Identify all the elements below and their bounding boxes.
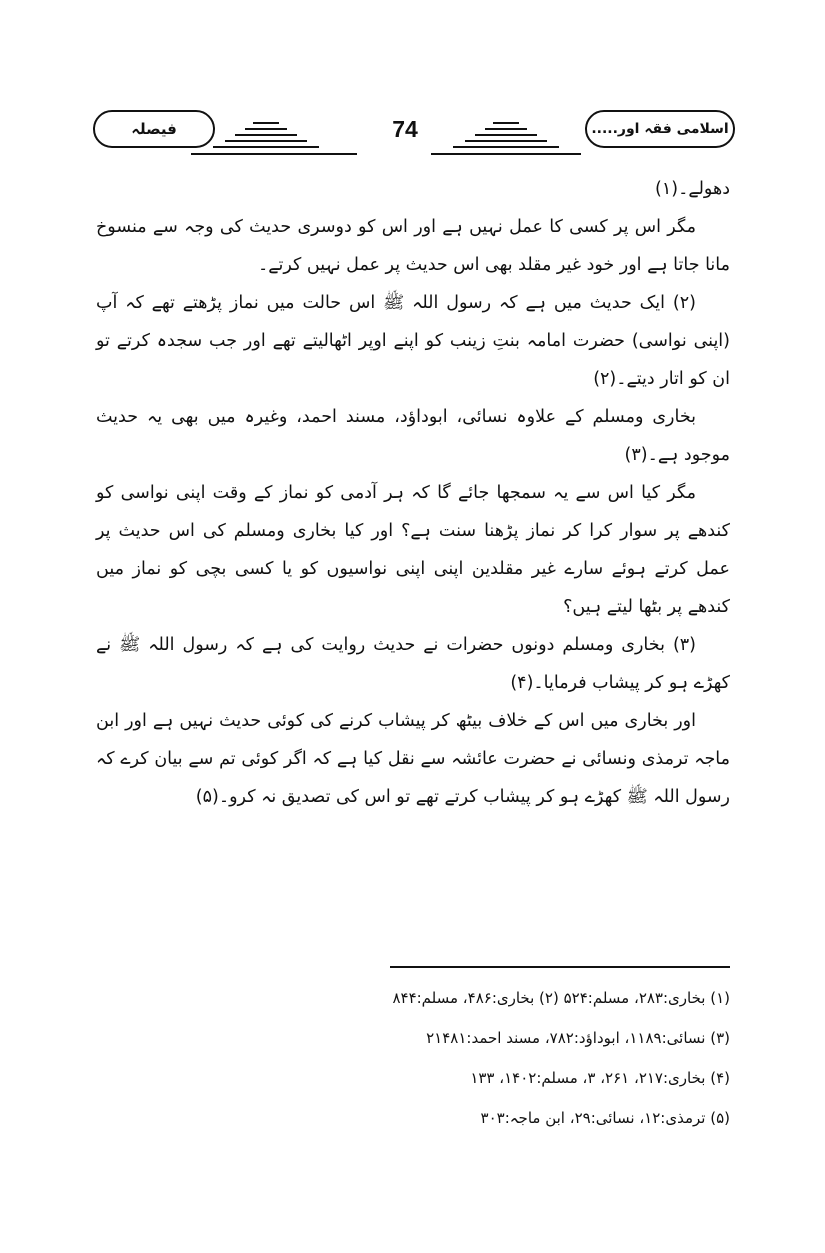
page-header: [85, 110, 735, 160]
footnote-line: (۵) ترمذی:۱۲، نسائی:۲۹، ابن ماجہ:۳۰۳: [480, 1109, 730, 1127]
paragraph-6: (۳) بخاری ومسلم دونوں حضرات نے حدیث روایت کی ہے کہ رسول اللہ ﷺ نے کھڑے ہو کر پیشاب فرمایا۔(۴): [96, 635, 730, 693]
paragraph-4: بخاری ومسلم کے علاوہ نسائی، ابوداؤد، مسند احمد، وغیرہ میں بھی یہ حدیث موجود ہے۔(۳): [96, 407, 730, 465]
paragraph-2: مگر اس پر کسی کا عمل نہیں ہے اور اس کو دوسری حدیث کی وجہ سے منسوخ مانا جاتا ہے اور خود غیر مقلد بھی اس حدیث پر عمل نہیں کرتے۔: [96, 217, 730, 275]
footnote-divider: [390, 966, 730, 968]
footnote-line: (۴) بخاری:۲۱۷، ۲۶۱، ۳، مسلم:۱۴۰۲، ۱۳۳: [470, 1069, 730, 1087]
chapter-title-badge: فیصلہ: [93, 110, 215, 148]
paragraph-1: دھولے۔(۱): [655, 179, 730, 199]
paragraph-7: اور بخاری میں اس کے خلاف بیٹھ کر پیشاب کرنے کی کوئی حدیث نہیں ہے اور ابن ماجہ ترمذی ونسائی نے حضرت عائشہ سے نقل کیا ہے کہ اگر کوئی تم سے بیان کرے کہ رسول اللہ ﷺ کھڑے ہو کر پیشاب کرتے تھے تو اس کی تصدیق نہ کرو۔(۵): [96, 711, 730, 807]
header-ornament-right: [431, 114, 581, 158]
page-number: 74: [392, 116, 418, 142]
footnotes: [300, 978, 730, 1138]
paragraph-5: مگر کیا اس سے یہ سمجھا جائے گا کہ ہر آدمی کو نماز کے وقت اپنی نواسی کو کندھے پر سوار کرا کر نماز پڑھنا سنت ہے؟ اور کیا بخاری ومسلم کی اس حدیث پر عمل کرتے ہوئے سارے غیر مقلدین اپنی اپنی نواسیوں کو یا کسی بچی کو نماز میں کندھے پر بٹھا لیتے ہیں؟: [96, 483, 730, 617]
header-ornament-left: [191, 114, 357, 158]
paragraph-3: (۲) ایک حدیث میں ہے کہ رسول اللہ ﷺ اس حالت میں نماز پڑھتے تھے کہ آپ (اپنی نواسی) حضرت امامہ بنتِ زینب کو اپنے اوپر اٹھالیتے تھے اور جب سجدہ کرتے تو ان کو اتار دیتے۔(۲): [96, 293, 730, 389]
footnote-line: (۳) نسائی:۱۱۸۹، ابوداؤد:۷۸۲، مسند احمد:۲۱۴۸۱: [426, 1029, 730, 1047]
page-body: [96, 170, 730, 816]
book-title-badge: اسلامی فقہ اور.....: [585, 110, 735, 148]
footnote-line: (۱) بخاری:۲۸۳، مسلم:۵۲۴ (۲) بخاری:۴۸۶، مسلم:۸۴۴: [392, 989, 730, 1007]
